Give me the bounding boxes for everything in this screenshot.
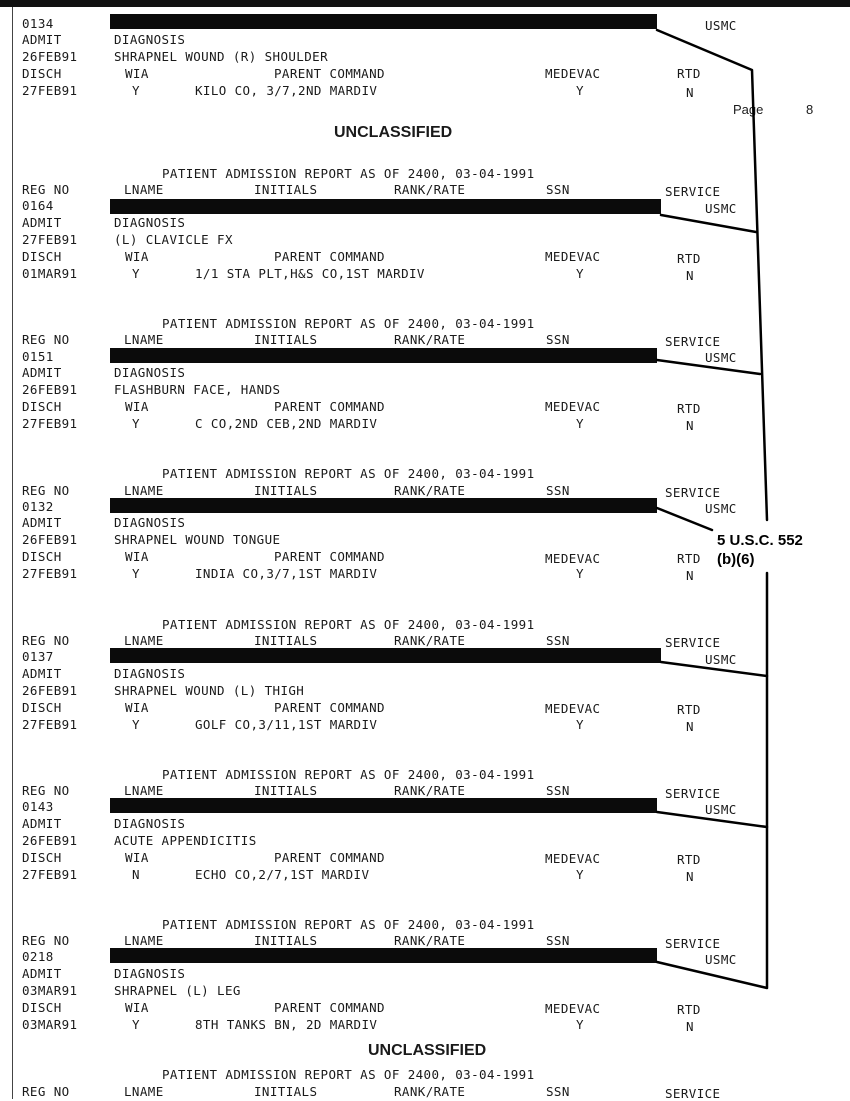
admit-date: 26FEB91	[22, 683, 78, 698]
lname-header: LNAME	[124, 633, 164, 648]
rtd-label: RTD	[677, 251, 701, 266]
classification-marking: UNCLASSIFIED	[334, 124, 453, 141]
wia-label: WIA	[125, 249, 149, 264]
parent-command-value: INDIA CO,3/7,1ST MARDIV	[195, 566, 378, 581]
reg-no-value: 0137	[22, 649, 54, 664]
rtd-value: N	[686, 418, 694, 433]
diagnosis-label: DIAGNOSIS	[114, 966, 186, 981]
medevac-label: MEDEVAC	[545, 399, 601, 414]
admit-label: ADMIT	[22, 32, 62, 47]
bracket-line-top	[657, 30, 767, 520]
wia-value: Y	[132, 416, 140, 431]
service-value: USMC	[705, 350, 737, 365]
lname-header: LNAME	[124, 783, 164, 798]
service-value: USMC	[705, 652, 737, 667]
initials-header: INITIALS	[254, 933, 318, 948]
disch-label: DISCH	[22, 700, 62, 715]
initials-header: INITIALS	[254, 332, 318, 347]
admit-date: 03MAR91	[22, 983, 78, 998]
rank-rate-header: RANK/RATE	[394, 783, 466, 798]
lname-header: LNAME	[124, 1084, 164, 1099]
service-value: USMC	[705, 18, 737, 33]
rtd-value: N	[686, 85, 694, 100]
service-header: SERVICE	[665, 184, 721, 199]
wia-value: Y	[132, 717, 140, 732]
wia-label: WIA	[125, 549, 149, 564]
admit-label: ADMIT	[22, 816, 62, 831]
wia-value: Y	[132, 266, 140, 281]
report-title: PATIENT ADMISSION REPORT AS OF 2400, 03-04-1991	[162, 1067, 535, 1082]
reg-no-header: REG NO	[22, 933, 70, 948]
medevac-value: Y	[576, 867, 584, 882]
service-value: USMC	[705, 802, 737, 817]
reg-no-header: REG NO	[22, 633, 70, 648]
disch-label: DISCH	[22, 850, 62, 865]
wia-label: WIA	[125, 850, 149, 865]
rtd-label: RTD	[677, 401, 701, 416]
exemption-citation-line1: 5 U.S.C. 552	[717, 532, 803, 549]
parent-command-label: PARENT COMMAND	[274, 850, 385, 865]
rank-rate-header: RANK/RATE	[394, 1084, 466, 1099]
disch-label: DISCH	[22, 549, 62, 564]
medevac-label: MEDEVAC	[545, 551, 601, 566]
disch-date: 27FEB91	[22, 867, 78, 882]
lname-header: LNAME	[124, 483, 164, 498]
initials-header: INITIALS	[254, 182, 318, 197]
medevac-label: MEDEVAC	[545, 1001, 601, 1016]
diagnosis-value: SHRAPNEL WOUND (R) SHOULDER	[114, 49, 328, 64]
medevac-value: Y	[576, 416, 584, 431]
page-number: 8	[806, 102, 814, 117]
rtd-value: N	[686, 869, 694, 884]
lname-header: LNAME	[124, 933, 164, 948]
diagnosis-label: DIAGNOSIS	[114, 215, 186, 230]
disch-date: 01MAR91	[22, 266, 78, 281]
wia-label: WIA	[125, 399, 149, 414]
admit-date: 26FEB91	[22, 49, 78, 64]
parent-command-label: PARENT COMMAND	[274, 66, 385, 81]
service-header: SERVICE	[665, 485, 721, 500]
ssn-header: SSN	[546, 182, 570, 197]
initials-header: INITIALS	[254, 483, 318, 498]
report-title: PATIENT ADMISSION REPORT AS OF 2400, 03-04-1991	[162, 466, 535, 481]
rtd-label: RTD	[677, 852, 701, 867]
diagnosis-label: DIAGNOSIS	[114, 666, 186, 681]
reg-no-header: REG NO	[22, 1084, 70, 1099]
rank-rate-header: RANK/RATE	[394, 182, 466, 197]
diagnosis-value: (L) CLAVICLE FX	[114, 232, 233, 247]
report-title: PATIENT ADMISSION REPORT AS OF 2400, 03-04-1991	[162, 617, 535, 632]
diagnosis-label: DIAGNOSIS	[114, 515, 186, 530]
reg-no-value: 0151	[22, 349, 54, 364]
admit-date: 26FEB91	[22, 382, 78, 397]
medevac-value: Y	[576, 1017, 584, 1032]
diagnosis-value: ACUTE APPENDICITIS	[114, 833, 257, 848]
disch-label: DISCH	[22, 249, 62, 264]
medevac-value: Y	[576, 83, 584, 98]
report-title: PATIENT ADMISSION REPORT AS OF 2400, 03-04-1991	[162, 917, 535, 932]
ssn-header: SSN	[546, 332, 570, 347]
disch-date: 27FEB91	[22, 83, 78, 98]
medevac-label: MEDEVAC	[545, 249, 601, 264]
reg-no-header: REG NO	[22, 182, 70, 197]
parent-command-label: PARENT COMMAND	[274, 1000, 385, 1015]
bracket-line-0137	[661, 662, 767, 676]
diagnosis-value: SHRAPNEL (L) LEG	[114, 983, 241, 998]
service-value: USMC	[705, 952, 737, 967]
parent-command-value: 1/1 STA PLT,H&S CO,1ST MARDIV	[195, 266, 425, 281]
rank-rate-header: RANK/RATE	[394, 633, 466, 648]
report-title: PATIENT ADMISSION REPORT AS OF 2400, 03-04-1991	[162, 767, 535, 782]
admit-label: ADMIT	[22, 966, 62, 981]
parent-command-label: PARENT COMMAND	[274, 700, 385, 715]
rtd-label: RTD	[677, 1002, 701, 1017]
reg-no-header: REG NO	[22, 483, 70, 498]
medevac-label: MEDEVAC	[545, 66, 601, 81]
disch-date: 27FEB91	[22, 717, 78, 732]
service-header: SERVICE	[665, 786, 721, 801]
ssn-header: SSN	[546, 483, 570, 498]
wia-value: N	[132, 867, 140, 882]
parent-command-label: PARENT COMMAND	[274, 399, 385, 414]
medevac-label: MEDEVAC	[545, 701, 601, 716]
disch-label: DISCH	[22, 66, 62, 81]
admit-label: ADMIT	[22, 365, 62, 380]
ssn-header: SSN	[546, 783, 570, 798]
reg-no-value: 0164	[22, 198, 54, 213]
disch-date: 27FEB91	[22, 566, 78, 581]
bracket-line-0132	[657, 508, 712, 530]
rtd-value: N	[686, 1019, 694, 1034]
disch-date: 03MAR91	[22, 1017, 78, 1032]
diagnosis-value: FLASHBURN FACE, HANDS	[114, 382, 281, 397]
service-header: SERVICE	[665, 334, 721, 349]
parent-command-value: 8TH TANKS BN, 2D MARDIV	[195, 1017, 378, 1032]
admit-date: 26FEB91	[22, 532, 78, 547]
disch-label: DISCH	[22, 399, 62, 414]
reg-no-value: 0132	[22, 499, 54, 514]
report-title: PATIENT ADMISSION REPORT AS OF 2400, 03-04-1991	[162, 166, 535, 181]
bracket-line-bottom	[657, 573, 767, 988]
rtd-value: N	[686, 268, 694, 283]
medevac-value: Y	[576, 566, 584, 581]
reg-no-value: 0143	[22, 799, 54, 814]
wia-value: Y	[132, 83, 140, 98]
classification-marking-bottom: UNCLASSIFIED	[368, 1042, 487, 1059]
rtd-label: RTD	[677, 551, 701, 566]
reg-no-value: 0134	[22, 16, 54, 31]
medevac-value: Y	[576, 266, 584, 281]
parent-command-label: PARENT COMMAND	[274, 249, 385, 264]
exemption-citation-line2: (b)(6)	[717, 551, 755, 568]
ssn-header: SSN	[546, 1084, 570, 1099]
reg-no-value: 0218	[22, 949, 54, 964]
admit-label: ADMIT	[22, 666, 62, 681]
ssn-header: SSN	[546, 933, 570, 948]
parent-command-value: ECHO CO,2/7,1ST MARDIV	[195, 867, 370, 882]
admit-label: ADMIT	[22, 515, 62, 530]
wia-label: WIA	[125, 66, 149, 81]
service-header: SERVICE	[665, 1086, 721, 1101]
rtd-value: N	[686, 568, 694, 583]
parent-command-label: PARENT COMMAND	[274, 549, 385, 564]
medevac-label: MEDEVAC	[545, 851, 601, 866]
initials-header: INITIALS	[254, 1084, 318, 1099]
diagnosis-value: SHRAPNEL WOUND TONGUE	[114, 532, 281, 547]
rank-rate-header: RANK/RATE	[394, 933, 466, 948]
medevac-value: Y	[576, 717, 584, 732]
rtd-label: RTD	[677, 702, 701, 717]
parent-command-value: C CO,2ND CEB,2ND MARDIV	[195, 416, 378, 431]
parent-command-value: GOLF CO,3/11,1ST MARDIV	[195, 717, 378, 732]
reg-no-header: REG NO	[22, 332, 70, 347]
diagnosis-label: DIAGNOSIS	[114, 32, 186, 47]
service-header: SERVICE	[665, 936, 721, 951]
admit-date: 26FEB91	[22, 833, 78, 848]
lname-header: LNAME	[124, 332, 164, 347]
lname-header: LNAME	[124, 182, 164, 197]
wia-value: Y	[132, 566, 140, 581]
bracket-line-0164	[661, 215, 756, 232]
wia-value: Y	[132, 1017, 140, 1032]
disch-date: 27FEB91	[22, 416, 78, 431]
initials-header: INITIALS	[254, 783, 318, 798]
rtd-label: RTD	[677, 66, 701, 81]
service-value: USMC	[705, 501, 737, 516]
bracket-line-0151	[657, 360, 760, 374]
ssn-header: SSN	[546, 633, 570, 648]
initials-header: INITIALS	[254, 633, 318, 648]
service-value: USMC	[705, 201, 737, 216]
admit-label: ADMIT	[22, 215, 62, 230]
service-header: SERVICE	[665, 635, 721, 650]
rtd-value: N	[686, 719, 694, 734]
bracket-line-0143	[657, 812, 767, 827]
rank-rate-header: RANK/RATE	[394, 483, 466, 498]
parent-command-value: KILO CO, 3/7,2ND MARDIV	[195, 83, 378, 98]
admit-date: 27FEB91	[22, 232, 78, 247]
report-title: PATIENT ADMISSION REPORT AS OF 2400, 03-04-1991	[162, 316, 535, 331]
disch-label: DISCH	[22, 1000, 62, 1015]
diagnosis-label: DIAGNOSIS	[114, 816, 186, 831]
diagnosis-label: DIAGNOSIS	[114, 365, 186, 380]
diagnosis-value: SHRAPNEL WOUND (L) THIGH	[114, 683, 305, 698]
page-label: Page	[733, 102, 764, 117]
wia-label: WIA	[125, 1000, 149, 1015]
reg-no-header: REG NO	[22, 783, 70, 798]
wia-label: WIA	[125, 700, 149, 715]
rank-rate-header: RANK/RATE	[394, 332, 466, 347]
